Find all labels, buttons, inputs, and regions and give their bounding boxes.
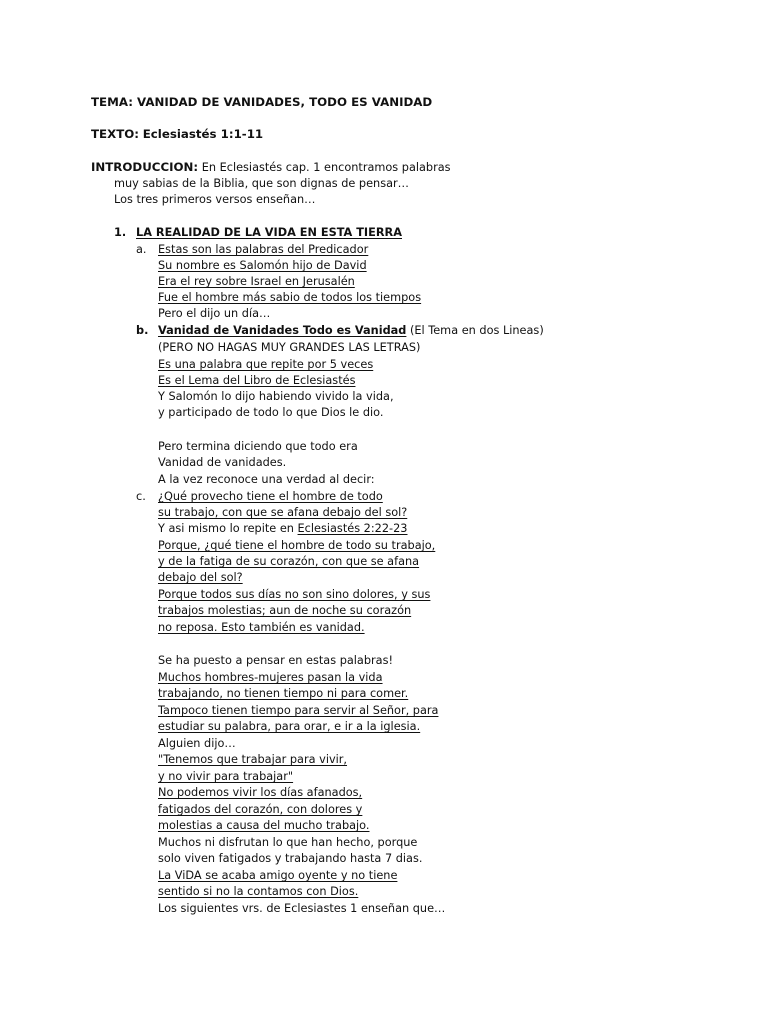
item-c-line: debajo del sol? [158,571,243,584]
item-a-line: Estas son las palabras del Predicador [158,243,369,256]
commentary-line: solo viven fatigados y trabajando hasta 7 dias. [158,852,423,865]
commentary-line: sentido si no la contamos con Dios. [158,885,359,898]
item-c-line-text: Y asi mismo lo repite en [158,522,298,535]
commentary-line: Muchos hombres-mujeres pasan la vida [158,671,383,684]
intro-line-1 [91,160,451,175]
item-c-line: ¿Qué provecho tiene el hombre de todo [158,490,383,503]
commentary-line: fatigados del corazón, con dolores y [158,803,363,816]
item-c-marker: c. [136,490,146,503]
intro-text-1: En Eclesiastés cap. 1 encontramos palabras [201,161,451,174]
commentary-line: Se ha puesto a pensar en estas palabras! [158,654,393,667]
commentary-line: Tampoco tienen tiempo para servir al Señor, para [158,704,439,717]
section-1-title: LA REALIDAD DE LA VIDA EN ESTA TIERRA [136,226,402,239]
item-b-line: Es una palabra que repite por 5 veces [158,358,374,371]
item-a-marker: a. [136,243,147,256]
item-c-line: su trabajo, con que se afana debajo del sol? [158,506,408,519]
intro-line-3: Los tres primeros versos enseñan… [114,193,316,206]
commentary-line: trabajando, no tienen tiempo ni para comer. [158,687,409,700]
intro-line-2: muy sabias de la Biblia, que son dignas de pensar… [114,177,409,190]
item-b-title-line [158,324,544,338]
commentary-line: Alguien dijo… [158,737,236,750]
texto-reference: Eclesiastés 1:1-11 [142,127,264,141]
item-b-title: Vanidad de Vanidades Todo es Vanidad [158,324,407,337]
item-c-line: Porque, ¿qué tiene el hombre de todo su trabajo, [158,539,436,552]
commentary-line: "Tenemos que trabajar para vivir, [158,753,348,766]
item-c-line: y de la fatiga de su corazón, con que se afana [158,555,420,568]
commentary-line: Muchos ni disfrutan lo que han hecho, porque [158,836,418,849]
item-b-note: (El Tema en dos Lineas) [406,324,544,337]
commentary-line: La ViDA se acaba amigo oyente y no tiene [158,869,398,882]
item-b-line: y participado de todo lo que Dios le dio. [158,406,384,419]
texto-heading [91,127,263,141]
item-b-line: Es el Lema del Libro de Eclesiastés [158,374,356,387]
section-1-number: 1. [114,226,127,239]
commentary-line: y no vivir para trabajar" [158,770,294,783]
commentary-line: Los siguientes vrs. de Eclesiastes 1 enseñan que… [158,902,446,915]
commentary-line: No podemos vivir los días afanados, [158,786,363,799]
item-b-marker: b. [136,324,149,337]
commentary-line: molestias a causa del mucho trabajo. [158,819,370,832]
item-b-line: (PERO NO HAGAS MUY GRANDES LAS LETRAS) [158,341,421,354]
item-b-line: A la vez reconoce una verdad al decir: [158,473,375,486]
item-c-line: no reposa. Esto también es vanidad. [158,621,365,634]
intro-label: INTRODUCCION: [91,160,199,174]
commentary-line: estudiar su palabra, para orar, e ir a la iglesia. [158,720,421,733]
tema-heading: TEMA: VANIDAD DE VANIDADES, TODO ES VANIDAD [91,95,433,109]
item-a-line: Su nombre es Salomón hijo de David [158,259,367,272]
item-c-reference: Eclesiastés 2:22-23 [297,522,408,535]
item-c-line [158,522,408,536]
item-a-line: Pero el dijo un día… [158,307,271,320]
item-c-line: trabajos molestias; aun de noche su corazón [158,604,412,617]
texto-label: TEXTO: [91,127,139,141]
item-a-line: Fue el hombre más sabio de todos los tiempos [158,291,422,304]
item-b-line: Pero termina diciendo que todo era [158,440,358,453]
item-b-line: Vanidad de vanidades. [158,456,287,469]
item-b-line: Y Salomón lo dijo habiendo vivido la vida, [158,390,394,403]
item-c-line: Porque todos sus días no son sino dolores, y sus [158,588,431,601]
item-a-line: Era el rey sobre Israel en Jerusalén [158,275,355,288]
